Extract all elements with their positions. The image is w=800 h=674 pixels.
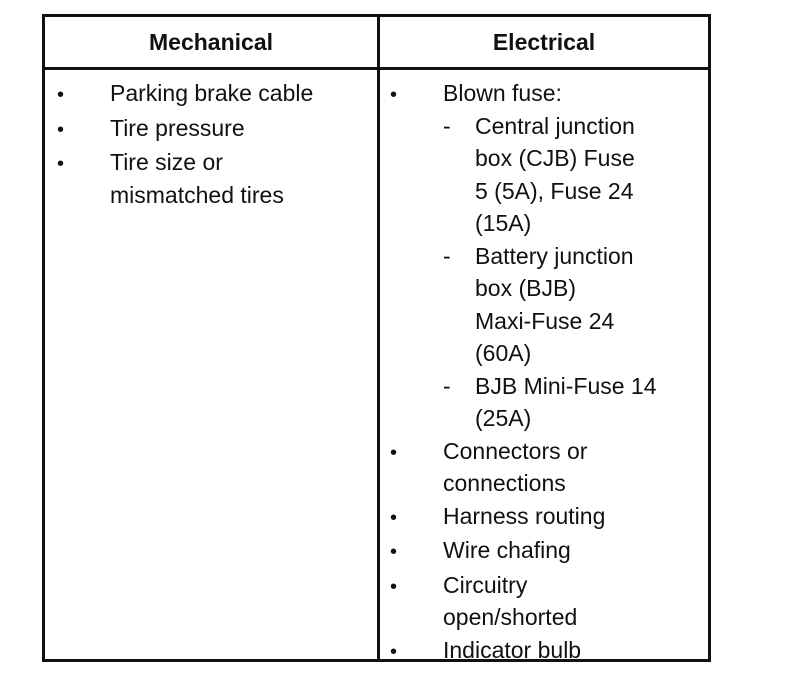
sub-item-text: BJB Mini-Fuse 14 (25A) — [475, 372, 657, 431]
list-item — [390, 569, 706, 634]
list-item — [57, 146, 367, 211]
list-item — [57, 112, 367, 147]
sub-item-text: Battery junction box (BJB) Maxi-Fuse 24 (60A) — [475, 242, 634, 366]
electrical-column — [390, 77, 706, 668]
column-divider — [377, 17, 380, 659]
dash-icon: - — [443, 372, 451, 399]
list-item — [390, 500, 706, 535]
bullet-icon — [390, 435, 443, 500]
bullet-icon — [390, 634, 443, 669]
blown-fuse-label: Blown fuse: — [443, 80, 562, 106]
list-item-text: Indicator bulb — [443, 636, 582, 663]
list-item-text: Wire chafing — [443, 537, 571, 563]
dash-icon: - — [443, 112, 451, 139]
bullet-icon — [57, 146, 110, 211]
list-item — [390, 435, 706, 500]
bullet-icon — [57, 112, 110, 147]
list-item-text: Tire size or mismatched tires — [110, 149, 284, 208]
list-item — [390, 77, 706, 435]
list-item-text: Parking brake cable — [110, 80, 314, 106]
list-item-text: Harness routing — [443, 502, 606, 529]
mechanical-column — [57, 77, 367, 211]
sub-list-item — [443, 370, 706, 435]
electrical-header: Electrical — [492, 28, 596, 55]
dash-icon: - — [443, 242, 451, 269]
bullet-icon — [390, 500, 443, 535]
list-item — [390, 634, 706, 669]
list-item — [57, 77, 367, 112]
list-item-text: Circuitry open/shorted — [443, 571, 578, 630]
mechanical-header: Mechanical — [149, 28, 273, 55]
sub-item-text: Central junction box (CJB) Fuse 5 (5A), Fuse 24 (15A) — [475, 112, 635, 236]
bullet-icon — [390, 534, 443, 569]
bullet-icon — [390, 569, 443, 634]
sub-list-item — [443, 110, 706, 240]
sub-list-item — [443, 240, 706, 370]
bullet-icon — [390, 77, 443, 435]
list-item-text: Connectors or connections — [443, 437, 588, 496]
bullet-icon — [57, 77, 110, 112]
list-item-text: Tire pressure — [110, 114, 245, 141]
diagnostic-table — [42, 14, 711, 662]
list-item — [390, 534, 706, 569]
